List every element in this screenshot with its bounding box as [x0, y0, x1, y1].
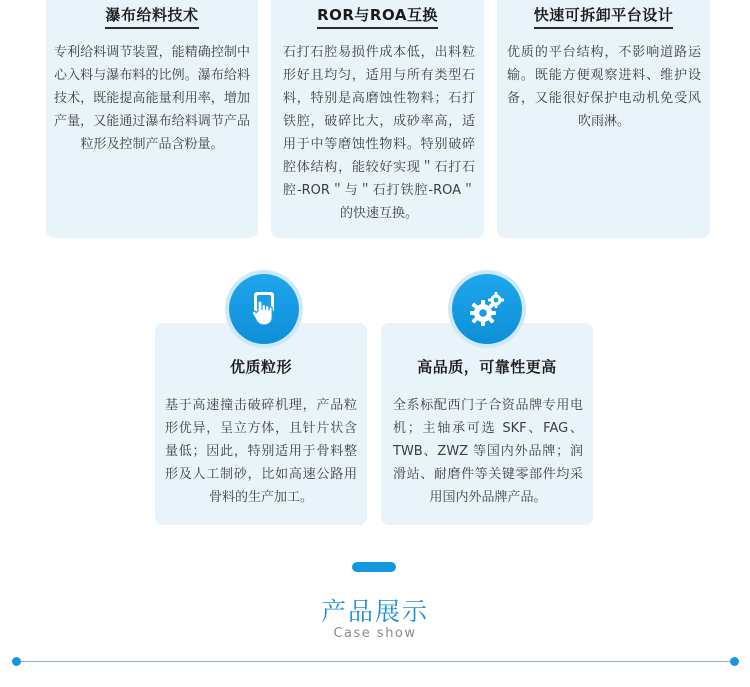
- card-description: 优质的平台结构，不影响道路运输。既能方便观察进料、维护设备，又能很好保护电动机免受风吹雨淋。: [507, 45, 701, 129]
- section-indicator-pill: [352, 562, 396, 572]
- card-title: 优质粒形: [229, 358, 292, 376]
- divider-right-dot: [730, 657, 739, 666]
- card-title: 快速可拆卸平台设计: [534, 4, 674, 29]
- card-description: 基于高速撞击破碎机理，产品粒形优异，呈立方体，且针片状含量低；因此，特别适用于骨料整形及人工制砂，比如高速公路用骨料的生产加工。: [165, 398, 357, 505]
- card-title: ROR与ROA互换: [317, 4, 438, 29]
- card-description: 石打石腔易损件成本低，出料粒形好且均匀，适用与所有类型石料，特别是高磨蚀性物料；石打铁腔，破碎比大，成砂率高，适用于中等磨蚀性物料。特别破碎腔体结构，能较好实现＂石打石腔-ROR＂与＂石打铁腔-ROA＂的快速互换。: [283, 45, 475, 221]
- feature-card-particle-shape: [155, 323, 367, 525]
- card-description: 全系标配西门子合资品牌专用电机；主轴承可选 SKF、FAG、TWB、ZWZ 等国内外品牌；润滑站、耐磨件等关键零部件均采用国内外品牌产品。: [393, 398, 583, 505]
- card-title: 高品质，可靠性更高: [417, 358, 557, 376]
- card-description: 专利给料调节装置，能精确控制中心入料与瀑布料的比例。瀑布给料技术，既能提高能量利用率，增加产量，又能通过瀑布给料调节产品粒形及控制产品含粉量。: [54, 45, 250, 152]
- section-title: 产品展示: [320, 597, 429, 626]
- divider-left-dot: [12, 657, 21, 666]
- card-title: 瀑布给料技术: [105, 4, 198, 29]
- feature-card-ror-roa: [271, 0, 484, 238]
- feature-card-high-quality: [381, 323, 593, 525]
- touch-hand-icon: [229, 274, 299, 344]
- gears-icon: [452, 274, 522, 344]
- feature-card-detachable-platform: [497, 0, 710, 238]
- section-divider: [16, 661, 734, 662]
- feature-card-waterfall-feeding: [46, 0, 258, 238]
- section-subtitle: Case show: [333, 626, 417, 641]
